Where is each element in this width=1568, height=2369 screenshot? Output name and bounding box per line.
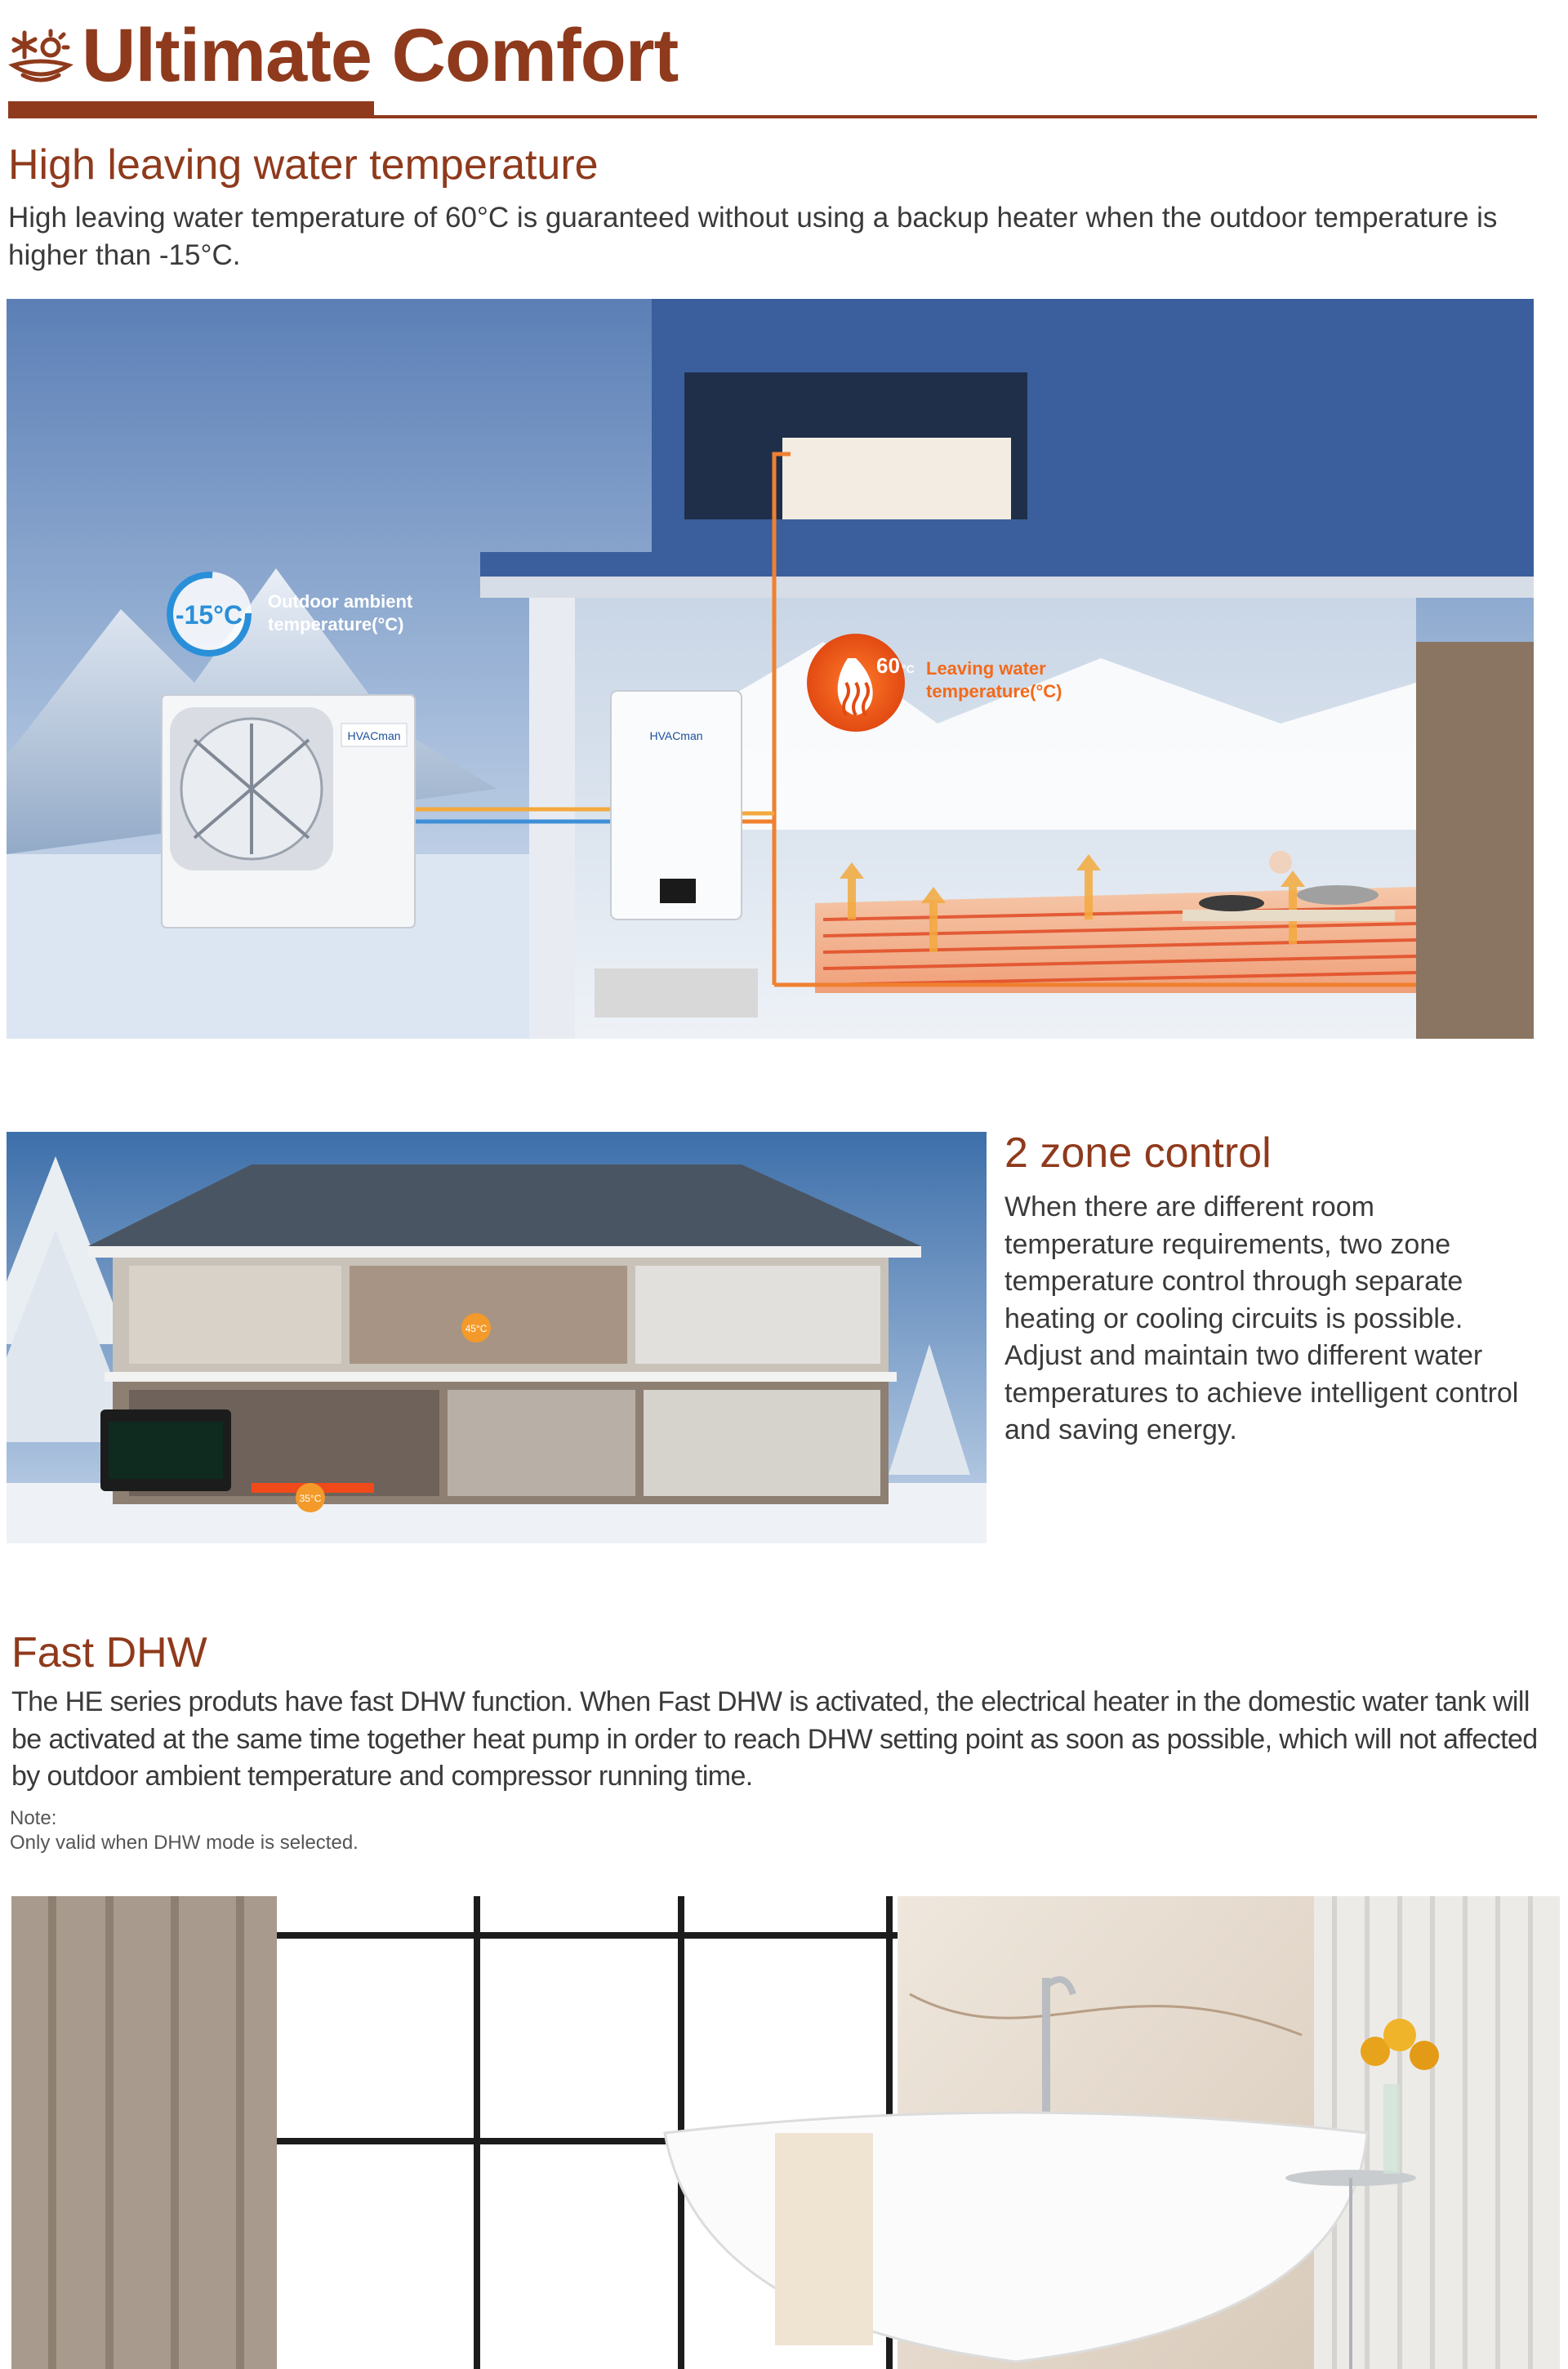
section-body-high-leaving-water: High leaving water temperature of 60°C is guaranteed without using a backup heater when the outdoor temperature is higher than -15°C.: [8, 202, 1498, 271]
section-body-2-zone-control: When there are different room temperature requirements, two zone temperature control through separate heating or cooling circuits is possible. Adjust and maintain two different water temperatures to achieve intelligent control and saving energy.: [1004, 1191, 1519, 1445]
leaving-temp-label: temperature(°C): [926, 681, 1062, 701]
snow-sun-comfort-icon: [8, 24, 74, 90]
two-zone-house-illustration: [7, 1132, 987, 1543]
leaving-temp-label: Leaving water: [926, 658, 1046, 679]
heat-pump-house-illustration: [7, 299, 1534, 1039]
bathroom-bathtub-photo: [11, 1896, 1560, 2369]
outdoor-temp-label: Outdoor ambient: [268, 591, 413, 612]
brand-logo: HVACman: [649, 729, 703, 742]
page-title: Ultimate Comfort: [82, 14, 679, 97]
section-body-fast-dhw: The HE series produts have fast DHW function. When Fast DHW is activated, the electrical heater in the domestic water tank will be activated at the same time together heat pump in order to reach DHW setting point as soon as possible, which will not affected by outdoor ambient temperature and compressor running time.: [11, 1686, 1538, 1792]
leaving-temp-unit: °C: [902, 662, 915, 675]
title-underline: [374, 115, 1537, 118]
zone-upper-temp: 45°C: [465, 1323, 488, 1334]
section-heading-fast-dhw: Fast DHW: [11, 1629, 207, 1677]
zone-lower-temp: 35°C: [299, 1493, 322, 1504]
title-underline-accent: [8, 101, 374, 118]
outdoor-temp-value: -15°C: [175, 600, 243, 630]
leaving-temp-value: 60: [876, 653, 900, 678]
note-label: Note:: [10, 1807, 57, 1829]
outdoor-temp-label: temperature(°C): [268, 614, 404, 635]
section-heading-high-leaving-water: High leaving water temperature: [8, 141, 599, 189]
note-text: Only valid when DHW mode is selected.: [10, 1832, 359, 1854]
section-heading-2-zone-control: 2 zone control: [1004, 1129, 1272, 1177]
brand-logo: HVACman: [347, 729, 401, 742]
